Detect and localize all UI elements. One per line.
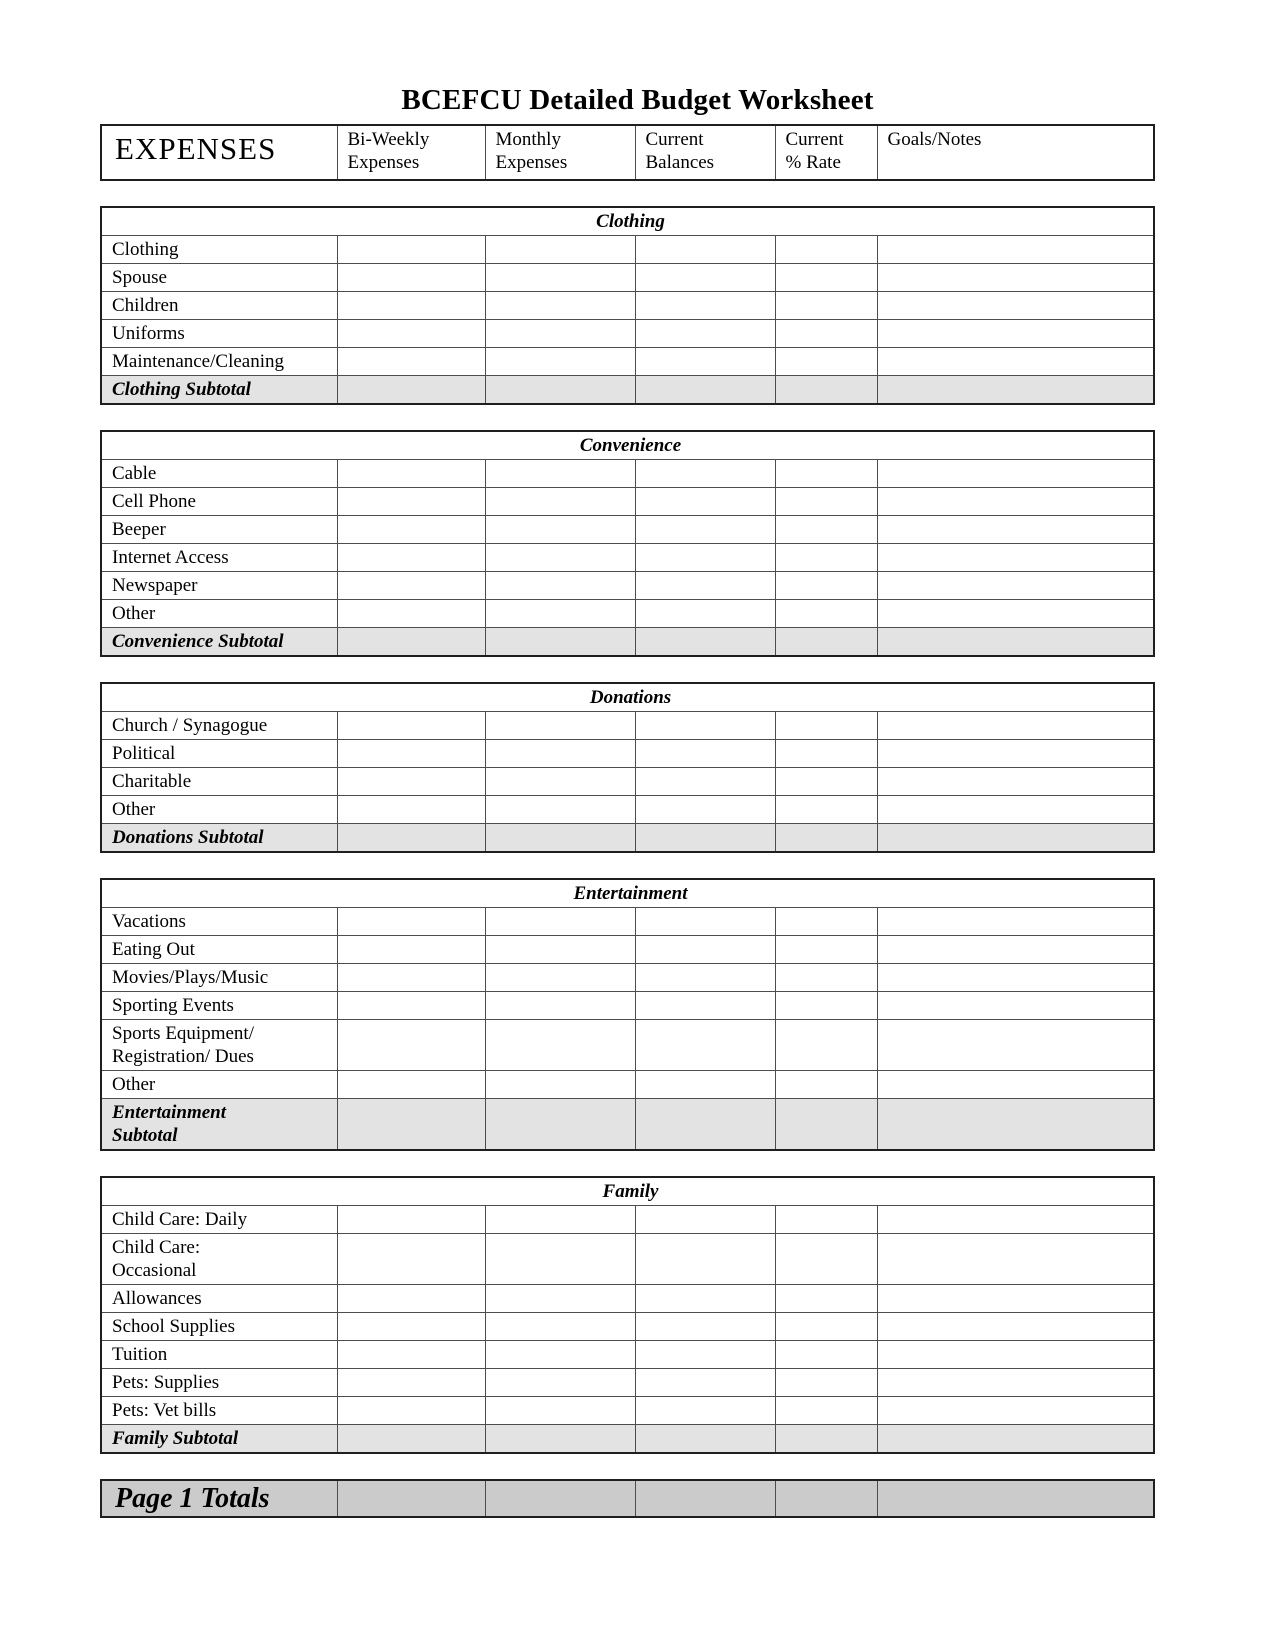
value-cell-current-balances bbox=[635, 1099, 775, 1151]
value-cell-monthly-expenses bbox=[485, 544, 635, 572]
value-cell-current-balances bbox=[635, 1397, 775, 1425]
expense-row bbox=[101, 712, 1154, 740]
value-cell-biweekly-expenses bbox=[337, 292, 485, 320]
value-cell-goals-notes bbox=[877, 572, 1154, 600]
value-cell-goals-notes bbox=[877, 824, 1154, 853]
value-cell-current-balances bbox=[635, 824, 775, 853]
value-cell-current-rate bbox=[775, 292, 877, 320]
value-cell-current-balances bbox=[635, 1234, 775, 1285]
value-cell-monthly-expenses bbox=[485, 1071, 635, 1099]
expense-row bbox=[101, 768, 1154, 796]
row-label: Movies/Plays/Music bbox=[101, 964, 337, 992]
row-label: Sporting Events bbox=[101, 992, 337, 1020]
value-cell-current-rate bbox=[775, 628, 877, 657]
column-header-goals-notes: Goals/Notes bbox=[877, 125, 1154, 180]
value-cell-current-balances bbox=[635, 600, 775, 628]
expense-row bbox=[101, 236, 1154, 264]
row-label: Child Care: Daily bbox=[101, 1206, 337, 1234]
expense-row bbox=[101, 460, 1154, 488]
value-cell-biweekly-expenses bbox=[337, 1099, 485, 1151]
column-header-current-balances: Current Balances bbox=[635, 125, 775, 180]
row-label: Clothing bbox=[101, 236, 337, 264]
value-cell-current-rate bbox=[775, 964, 877, 992]
value-cell-goals-notes bbox=[877, 768, 1154, 796]
value-cell-biweekly-expenses bbox=[337, 348, 485, 376]
expense-row bbox=[101, 908, 1154, 936]
row-label: Child Care: Occasional bbox=[101, 1234, 337, 1285]
value-cell-monthly-expenses bbox=[485, 628, 635, 657]
value-cell-current-balances bbox=[635, 236, 775, 264]
value-cell-current-rate bbox=[775, 1425, 877, 1454]
value-cell-current-rate bbox=[775, 768, 877, 796]
row-label: Sports Equipment/ Registration/ Dues bbox=[101, 1020, 337, 1071]
column-header-monthly-expenses: Monthly Expenses bbox=[485, 125, 635, 180]
value-cell-monthly-expenses bbox=[485, 1234, 635, 1285]
column-header-current-rate: Current % Rate bbox=[775, 125, 877, 180]
value-cell-biweekly-expenses bbox=[337, 460, 485, 488]
value-cell-current-balances bbox=[635, 1285, 775, 1313]
value-cell-current-rate bbox=[775, 1313, 877, 1341]
expense-row bbox=[101, 320, 1154, 348]
value-cell-biweekly-expenses bbox=[337, 236, 485, 264]
value-cell-biweekly-expenses bbox=[337, 908, 485, 936]
value-cell-biweekly-expenses bbox=[337, 796, 485, 824]
value-cell-current-rate bbox=[775, 320, 877, 348]
value-cell-goals-notes bbox=[877, 1369, 1154, 1397]
subtotal-row-entertainment bbox=[101, 1099, 1154, 1151]
value-cell-current-rate bbox=[775, 936, 877, 964]
row-label: Uniforms bbox=[101, 320, 337, 348]
value-cell-current-balances bbox=[635, 1425, 775, 1454]
value-cell-current-balances bbox=[635, 992, 775, 1020]
row-label: Pets: Supplies bbox=[101, 1369, 337, 1397]
expense-row bbox=[101, 544, 1154, 572]
value-cell-monthly-expenses bbox=[485, 824, 635, 853]
value-cell-current-rate bbox=[775, 796, 877, 824]
value-cell-biweekly-expenses bbox=[337, 824, 485, 853]
expenses-header-label: EXPENSES bbox=[101, 125, 337, 180]
expense-row bbox=[101, 1234, 1154, 1285]
row-label: Pets: Vet bills bbox=[101, 1397, 337, 1425]
value-cell-goals-notes bbox=[877, 740, 1154, 768]
value-cell-current-rate bbox=[775, 1206, 877, 1234]
value-cell-monthly-expenses bbox=[485, 740, 635, 768]
subtotal-row-donations bbox=[101, 824, 1154, 853]
value-cell-goals-notes bbox=[877, 264, 1154, 292]
expense-row bbox=[101, 1369, 1154, 1397]
value-cell-monthly-expenses bbox=[485, 908, 635, 936]
row-label: Maintenance/Cleaning bbox=[101, 348, 337, 376]
value-cell-goals-notes bbox=[877, 992, 1154, 1020]
value-cell-goals-notes bbox=[877, 236, 1154, 264]
expense-row bbox=[101, 740, 1154, 768]
value-cell-current-rate bbox=[775, 1285, 877, 1313]
row-label: Spouse bbox=[101, 264, 337, 292]
value-cell-biweekly-expenses bbox=[337, 1234, 485, 1285]
value-cell-current-rate bbox=[775, 824, 877, 853]
row-label: Charitable bbox=[101, 768, 337, 796]
value-cell-goals-notes bbox=[877, 796, 1154, 824]
value-cell-current-rate bbox=[775, 1234, 877, 1285]
value-cell-current-rate bbox=[775, 992, 877, 1020]
value-cell-current-rate bbox=[775, 544, 877, 572]
value-cell-current-rate bbox=[775, 264, 877, 292]
row-label: Cable bbox=[101, 460, 337, 488]
value-cell-goals-notes bbox=[877, 1480, 1154, 1517]
section-caption-row bbox=[101, 683, 1154, 712]
value-cell-current-rate bbox=[775, 1369, 877, 1397]
section-title-entertainment: Entertainment bbox=[101, 879, 1154, 908]
row-label: Cell Phone bbox=[101, 488, 337, 516]
value-cell-current-balances bbox=[635, 1206, 775, 1234]
row-label: Convenience Subtotal bbox=[101, 628, 337, 657]
value-cell-goals-notes bbox=[877, 292, 1154, 320]
value-cell-current-balances bbox=[635, 1369, 775, 1397]
expense-row bbox=[101, 1313, 1154, 1341]
value-cell-monthly-expenses bbox=[485, 600, 635, 628]
value-cell-current-rate bbox=[775, 460, 877, 488]
value-cell-biweekly-expenses bbox=[337, 320, 485, 348]
value-cell-current-rate bbox=[775, 740, 877, 768]
value-cell-goals-notes bbox=[877, 348, 1154, 376]
value-cell-monthly-expenses bbox=[485, 1285, 635, 1313]
value-cell-current-rate bbox=[775, 1341, 877, 1369]
row-label: Family Subtotal bbox=[101, 1425, 337, 1454]
value-cell-goals-notes bbox=[877, 1341, 1154, 1369]
value-cell-goals-notes bbox=[877, 1285, 1154, 1313]
expense-row bbox=[101, 516, 1154, 544]
value-cell-monthly-expenses bbox=[485, 1341, 635, 1369]
value-cell-goals-notes bbox=[877, 712, 1154, 740]
row-label: Other bbox=[101, 600, 337, 628]
expense-row bbox=[101, 572, 1154, 600]
expenses-header-table bbox=[100, 124, 1155, 181]
value-cell-biweekly-expenses bbox=[337, 1020, 485, 1071]
row-label: Tuition bbox=[101, 1341, 337, 1369]
value-cell-biweekly-expenses bbox=[337, 516, 485, 544]
value-cell-biweekly-expenses bbox=[337, 1341, 485, 1369]
value-cell-current-balances bbox=[635, 460, 775, 488]
expense-row bbox=[101, 936, 1154, 964]
value-cell-goals-notes bbox=[877, 1397, 1154, 1425]
row-label: Political bbox=[101, 740, 337, 768]
expense-row bbox=[101, 992, 1154, 1020]
value-cell-biweekly-expenses bbox=[337, 628, 485, 657]
section-caption-row bbox=[101, 1177, 1154, 1206]
value-cell-goals-notes bbox=[877, 908, 1154, 936]
value-cell-current-balances bbox=[635, 572, 775, 600]
page-totals-label: Page 1 Totals bbox=[101, 1480, 337, 1517]
expense-row bbox=[101, 1020, 1154, 1071]
expense-row bbox=[101, 964, 1154, 992]
value-cell-monthly-expenses bbox=[485, 320, 635, 348]
value-cell-current-rate bbox=[775, 348, 877, 376]
value-cell-goals-notes bbox=[877, 1425, 1154, 1454]
value-cell-monthly-expenses bbox=[485, 1020, 635, 1071]
value-cell-current-balances bbox=[635, 1020, 775, 1071]
expense-row bbox=[101, 796, 1154, 824]
value-cell-monthly-expenses bbox=[485, 796, 635, 824]
value-cell-current-rate bbox=[775, 712, 877, 740]
value-cell-goals-notes bbox=[877, 628, 1154, 657]
value-cell-goals-notes bbox=[877, 1206, 1154, 1234]
value-cell-current-rate bbox=[775, 572, 877, 600]
value-cell-monthly-expenses bbox=[485, 572, 635, 600]
value-cell-current-rate bbox=[775, 908, 877, 936]
value-cell-goals-notes bbox=[877, 1313, 1154, 1341]
value-cell-biweekly-expenses bbox=[337, 1206, 485, 1234]
value-cell-current-balances bbox=[635, 908, 775, 936]
value-cell-monthly-expenses bbox=[485, 936, 635, 964]
section-table-convenience bbox=[100, 430, 1155, 657]
sections-container bbox=[0, 206, 1275, 1454]
section-table-donations bbox=[100, 682, 1155, 853]
row-label: Other bbox=[101, 1071, 337, 1099]
value-cell-current-balances bbox=[635, 544, 775, 572]
value-cell-biweekly-expenses bbox=[337, 600, 485, 628]
value-cell-biweekly-expenses bbox=[337, 1285, 485, 1313]
value-cell-goals-notes bbox=[877, 376, 1154, 405]
row-label: Beeper bbox=[101, 516, 337, 544]
row-label: Entertainment Subtotal bbox=[101, 1099, 337, 1151]
value-cell-monthly-expenses bbox=[485, 516, 635, 544]
value-cell-current-balances bbox=[635, 292, 775, 320]
value-cell-current-balances bbox=[635, 1313, 775, 1341]
expense-row bbox=[101, 348, 1154, 376]
expense-row bbox=[101, 292, 1154, 320]
row-label: Eating Out bbox=[101, 936, 337, 964]
subtotal-row-convenience bbox=[101, 628, 1154, 657]
value-cell-goals-notes bbox=[877, 964, 1154, 992]
expense-row bbox=[101, 1397, 1154, 1425]
value-cell-monthly-expenses bbox=[485, 768, 635, 796]
column-header-biweekly-expenses: Bi-Weekly Expenses bbox=[337, 125, 485, 180]
value-cell-monthly-expenses bbox=[485, 376, 635, 405]
value-cell-monthly-expenses bbox=[485, 992, 635, 1020]
value-cell-current-balances bbox=[635, 264, 775, 292]
row-label: Allowances bbox=[101, 1285, 337, 1313]
value-cell-goals-notes bbox=[877, 460, 1154, 488]
section-caption-row bbox=[101, 207, 1154, 236]
row-label: Children bbox=[101, 292, 337, 320]
value-cell-goals-notes bbox=[877, 544, 1154, 572]
value-cell-current-rate bbox=[775, 1480, 877, 1517]
value-cell-monthly-expenses bbox=[485, 1313, 635, 1341]
value-cell-biweekly-expenses bbox=[337, 1313, 485, 1341]
value-cell-biweekly-expenses bbox=[337, 376, 485, 405]
expenses-header-row bbox=[101, 125, 1154, 180]
value-cell-current-rate bbox=[775, 236, 877, 264]
value-cell-monthly-expenses bbox=[485, 712, 635, 740]
expense-row bbox=[101, 264, 1154, 292]
value-cell-biweekly-expenses bbox=[337, 1397, 485, 1425]
page-totals-row bbox=[101, 1480, 1154, 1517]
section-caption-row bbox=[101, 431, 1154, 460]
value-cell-goals-notes bbox=[877, 320, 1154, 348]
value-cell-monthly-expenses bbox=[485, 292, 635, 320]
value-cell-goals-notes bbox=[877, 488, 1154, 516]
value-cell-goals-notes bbox=[877, 936, 1154, 964]
value-cell-current-balances bbox=[635, 712, 775, 740]
value-cell-current-balances bbox=[635, 628, 775, 657]
section-title-family: Family bbox=[101, 1177, 1154, 1206]
value-cell-biweekly-expenses bbox=[337, 992, 485, 1020]
expense-row bbox=[101, 488, 1154, 516]
value-cell-biweekly-expenses bbox=[337, 964, 485, 992]
value-cell-goals-notes bbox=[877, 1234, 1154, 1285]
value-cell-monthly-expenses bbox=[485, 1480, 635, 1517]
row-label: Church / Synagogue bbox=[101, 712, 337, 740]
value-cell-current-balances bbox=[635, 376, 775, 405]
value-cell-biweekly-expenses bbox=[337, 544, 485, 572]
section-title-clothing: Clothing bbox=[101, 207, 1154, 236]
value-cell-biweekly-expenses bbox=[337, 572, 485, 600]
value-cell-biweekly-expenses bbox=[337, 488, 485, 516]
value-cell-current-rate bbox=[775, 1099, 877, 1151]
value-cell-current-rate bbox=[775, 516, 877, 544]
value-cell-current-rate bbox=[775, 1020, 877, 1071]
value-cell-current-balances bbox=[635, 1480, 775, 1517]
expense-row bbox=[101, 1341, 1154, 1369]
value-cell-current-balances bbox=[635, 348, 775, 376]
value-cell-goals-notes bbox=[877, 1071, 1154, 1099]
section-caption-row bbox=[101, 879, 1154, 908]
value-cell-biweekly-expenses bbox=[337, 1480, 485, 1517]
subtotal-row-clothing bbox=[101, 376, 1154, 405]
row-label: Internet Access bbox=[101, 544, 337, 572]
value-cell-monthly-expenses bbox=[485, 264, 635, 292]
value-cell-monthly-expenses bbox=[485, 1206, 635, 1234]
row-label: School Supplies bbox=[101, 1313, 337, 1341]
value-cell-current-balances bbox=[635, 488, 775, 516]
value-cell-goals-notes bbox=[877, 1099, 1154, 1151]
expense-row bbox=[101, 600, 1154, 628]
value-cell-biweekly-expenses bbox=[337, 936, 485, 964]
value-cell-monthly-expenses bbox=[485, 1369, 635, 1397]
value-cell-current-rate bbox=[775, 488, 877, 516]
value-cell-goals-notes bbox=[877, 600, 1154, 628]
value-cell-monthly-expenses bbox=[485, 348, 635, 376]
value-cell-monthly-expenses bbox=[485, 488, 635, 516]
value-cell-monthly-expenses bbox=[485, 1099, 635, 1151]
value-cell-current-balances bbox=[635, 796, 775, 824]
value-cell-current-balances bbox=[635, 964, 775, 992]
value-cell-current-balances bbox=[635, 740, 775, 768]
section-table-clothing bbox=[100, 206, 1155, 405]
value-cell-current-balances bbox=[635, 1341, 775, 1369]
value-cell-current-balances bbox=[635, 936, 775, 964]
value-cell-current-balances bbox=[635, 768, 775, 796]
value-cell-biweekly-expenses bbox=[337, 740, 485, 768]
value-cell-current-balances bbox=[635, 516, 775, 544]
value-cell-monthly-expenses bbox=[485, 236, 635, 264]
value-cell-monthly-expenses bbox=[485, 964, 635, 992]
section-title-convenience: Convenience bbox=[101, 431, 1154, 460]
section-title-donations: Donations bbox=[101, 683, 1154, 712]
expense-row bbox=[101, 1285, 1154, 1313]
value-cell-goals-notes bbox=[877, 1020, 1154, 1071]
value-cell-current-rate bbox=[775, 1071, 877, 1099]
value-cell-biweekly-expenses bbox=[337, 264, 485, 292]
subtotal-row-family bbox=[101, 1425, 1154, 1454]
value-cell-current-rate bbox=[775, 600, 877, 628]
row-label: Clothing Subtotal bbox=[101, 376, 337, 405]
value-cell-biweekly-expenses bbox=[337, 1369, 485, 1397]
section-table-family bbox=[100, 1176, 1155, 1454]
value-cell-current-balances bbox=[635, 320, 775, 348]
row-label: Newspaper bbox=[101, 572, 337, 600]
value-cell-goals-notes bbox=[877, 516, 1154, 544]
value-cell-monthly-expenses bbox=[485, 1425, 635, 1454]
row-label: Vacations bbox=[101, 908, 337, 936]
row-label: Donations Subtotal bbox=[101, 824, 337, 853]
value-cell-biweekly-expenses bbox=[337, 1425, 485, 1454]
page-title: BCEFCU Detailed Budget Worksheet bbox=[401, 84, 874, 116]
row-label: Other bbox=[101, 796, 337, 824]
section-table-entertainment bbox=[100, 878, 1155, 1151]
value-cell-monthly-expenses bbox=[485, 1397, 635, 1425]
value-cell-biweekly-expenses bbox=[337, 712, 485, 740]
expense-row bbox=[101, 1071, 1154, 1099]
value-cell-current-balances bbox=[635, 1071, 775, 1099]
value-cell-biweekly-expenses bbox=[337, 1071, 485, 1099]
page-totals-table bbox=[100, 1479, 1155, 1518]
expense-row bbox=[101, 1206, 1154, 1234]
value-cell-biweekly-expenses bbox=[337, 768, 485, 796]
value-cell-monthly-expenses bbox=[485, 460, 635, 488]
value-cell-current-rate bbox=[775, 376, 877, 405]
value-cell-current-rate bbox=[775, 1397, 877, 1425]
